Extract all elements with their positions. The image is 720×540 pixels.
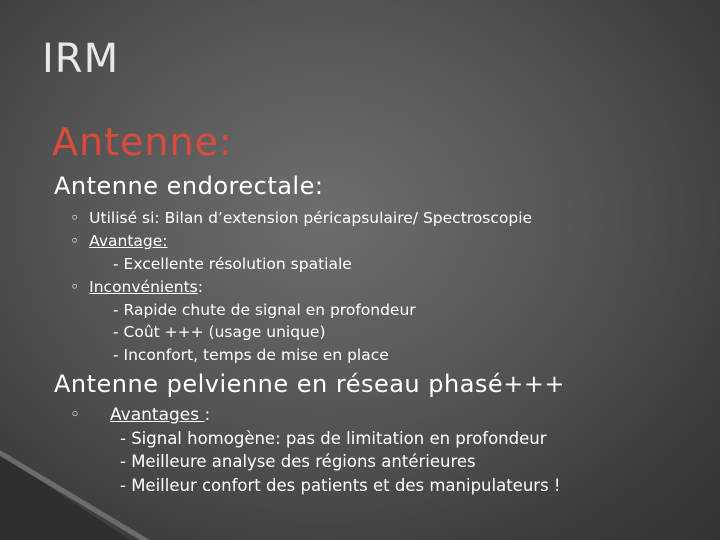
circle-bullet-icon: ◦ [70,232,80,250]
circle-bullet-icon: ◦ [70,209,80,227]
section1-item-2: - Excellente résolution spatiale [113,255,352,273]
section1-item-5: - Coût +++ (usage unique) [113,323,326,341]
item-text: Utilisé si: Bilan d’extension péricapsulaire/ Spectroscopie [89,209,533,227]
section1-item-0 [70,209,532,227]
section2-item-2: - Meilleure analyse des régions antérieures [120,452,476,471]
section1-item-1 [70,232,168,250]
section2-heading-row [52,370,565,398]
circle-bullet-icon: ◦ [70,278,80,296]
section2-item-0 [70,405,210,425]
item-label: Inconvénients [89,278,198,296]
item-suffix: : [197,278,203,296]
circle-bullet-icon: ◦ [70,405,81,425]
slide-title: IRM [42,36,120,82]
item-label: Avantage: [89,232,168,250]
section2-item-3: - Meilleur confort des patients et des manipulateurs ! [120,476,561,495]
section1-heading: Antenne endorectale: [54,172,324,200]
section1-heading-row [52,172,323,200]
section2-heading: Antenne pelvienne en réseau phasé [54,370,504,398]
section1-item-4: - Rapide chute de signal en profondeur [113,301,416,319]
section2-item-1: - Signal homogène: pas de limitation en profondeur [120,429,547,448]
section1-item-6: - Inconfort, temps de mise en place [113,346,389,364]
section2-heading-suffix: +++ [503,370,566,398]
item-suffix: : [204,405,211,425]
slide-subtitle: Antenne: [52,120,233,164]
decorative-wedge [0,450,720,540]
item-label: Avantages [110,405,205,425]
section1-item-3 [70,278,203,296]
